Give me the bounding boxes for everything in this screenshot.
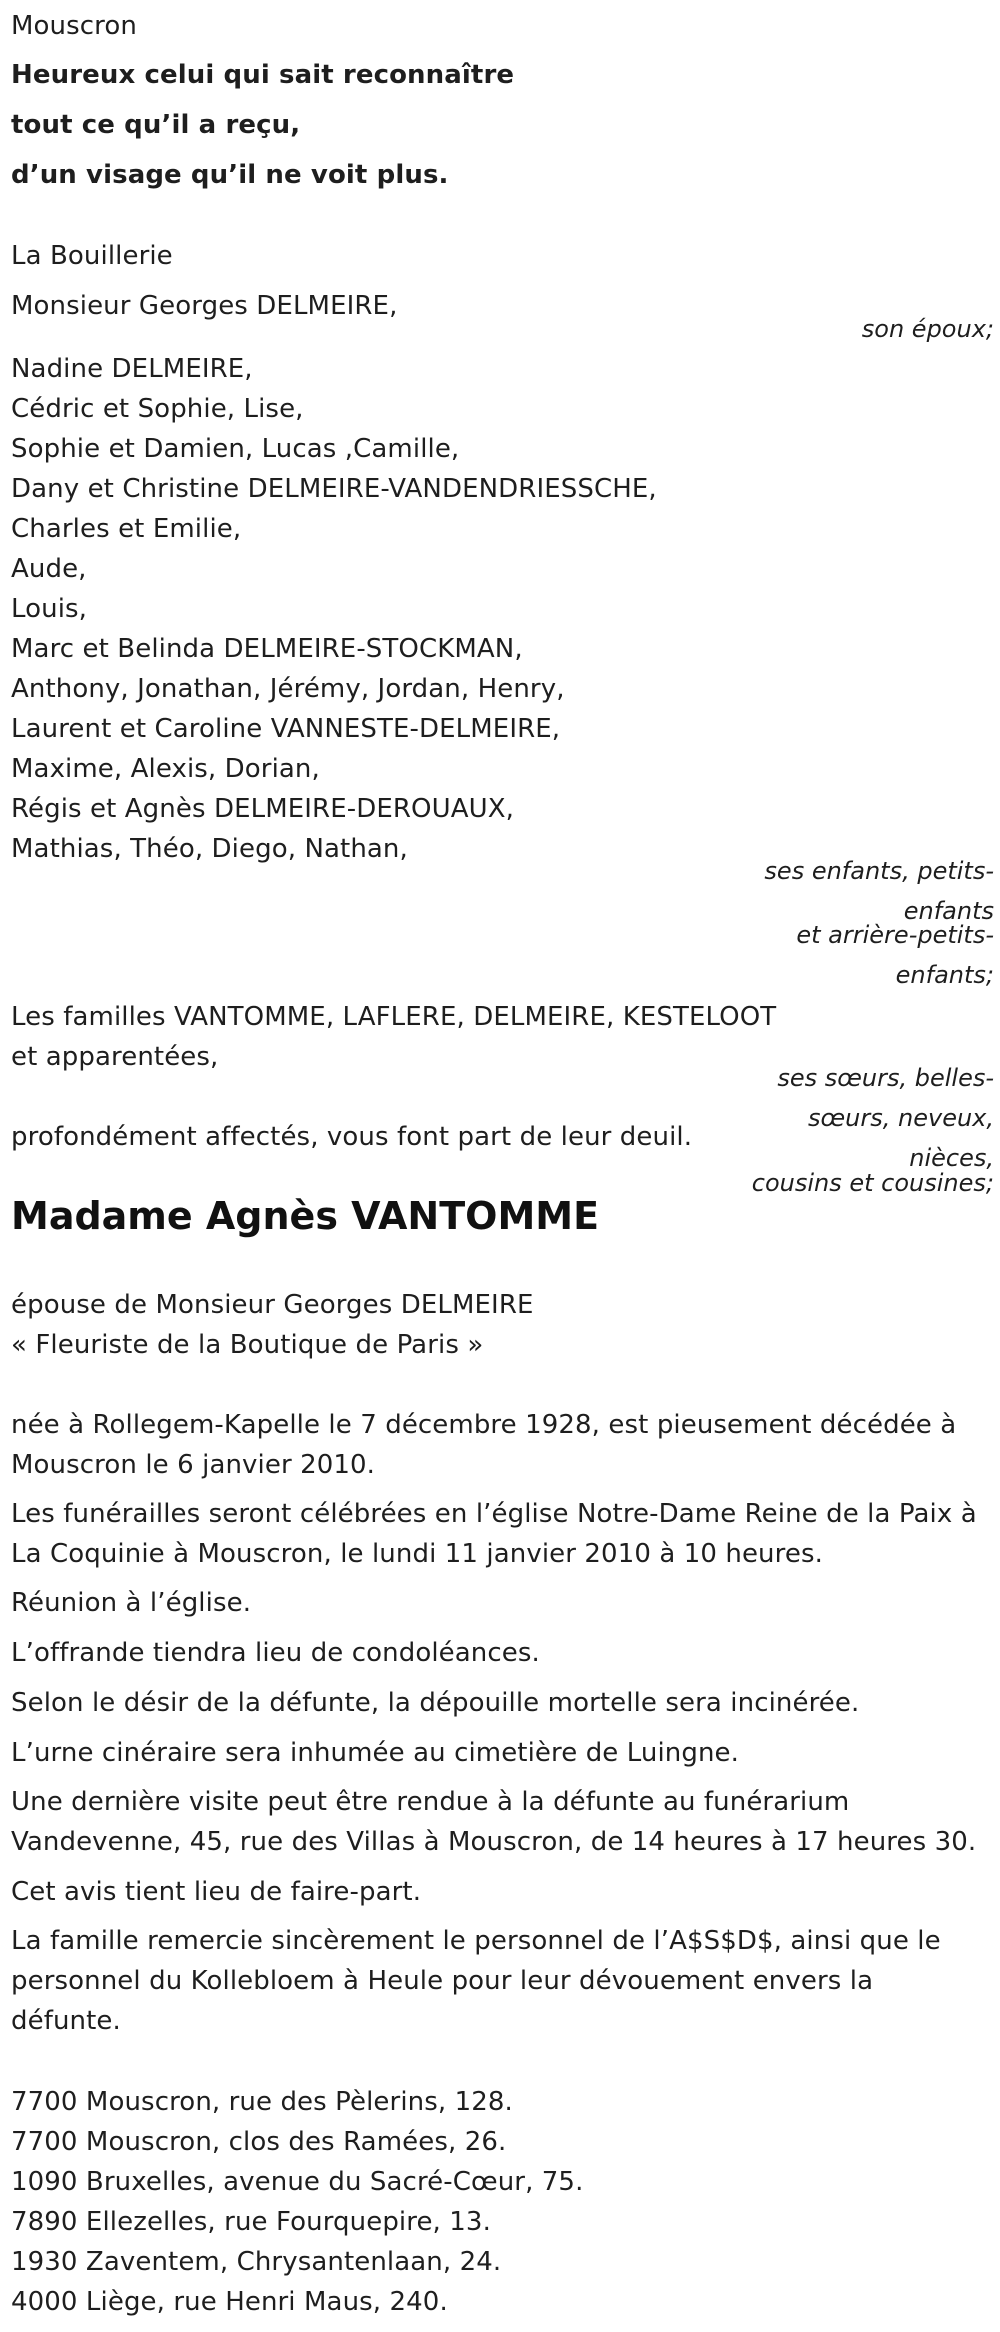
deceased-occupation: « Fleuriste de la Boutique de Paris » bbox=[11, 1330, 484, 1360]
family-member: Laurent et Caroline VANNESTE-DELMEIRE, bbox=[11, 714, 561, 744]
family-member: Dany et Christine DELMEIRE-VANDENDRIESSCHE, bbox=[11, 474, 657, 504]
families-line: et apparentées, bbox=[11, 1042, 219, 1072]
family-member: Louis, bbox=[11, 594, 88, 624]
children-role-line: enfants bbox=[903, 897, 994, 925]
birth-line-1: née à Rollegem-Kapelle le 7 décembre 1928, est pieusement décédée à bbox=[11, 1410, 957, 1440]
children-role-line: ses enfants, petits- bbox=[764, 857, 994, 885]
address-line: 7890 Ellezelles, rue Fourquepire, 13. bbox=[11, 2207, 491, 2237]
families-role-line: cousins et cousines; bbox=[751, 1169, 994, 1197]
poem-line-3: d’un visage qu’il ne voit plus. bbox=[11, 160, 449, 190]
thanks-line-3: défunte. bbox=[11, 2006, 121, 2036]
family-member: Mathias, Théo, Diego, Nathan, bbox=[11, 834, 408, 864]
family-member: Régis et Agnès DELMEIRE-DEROUAUX, bbox=[11, 794, 514, 824]
cremation-line: Selon le désir de la défunte, la dépouille mortelle sera incinérée. bbox=[11, 1688, 860, 1718]
spouse-name: Monsieur Georges DELMEIRE, bbox=[11, 291, 398, 321]
family-member: Anthony, Jonathan, Jérémy, Jordan, Henry, bbox=[11, 674, 565, 704]
address-line: 7700 Mouscron, clos des Ramées, 26. bbox=[11, 2127, 507, 2157]
family-member: Marc et Belinda DELMEIRE-STOCKMAN, bbox=[11, 634, 523, 664]
families-role-line: sœurs, neveux, bbox=[808, 1104, 994, 1132]
thanks-line-1: La famille remercie sincèrement le personnel de l’A$S$D$, ainsi que le bbox=[11, 1926, 941, 1956]
address-line: 7700 Mouscron, rue des Pèlerins, 128. bbox=[11, 2087, 513, 2117]
family-member: Sophie et Damien, Lucas ,Camille, bbox=[11, 434, 460, 464]
thanks-line-2: personnel du Kollebloem à Heule pour leur dévouement envers la bbox=[11, 1966, 874, 1996]
address-line: 1090 Bruxelles, avenue du Sacré-Cœur, 75. bbox=[11, 2167, 584, 2197]
visit-line-2: Vandevenne, 45, rue des Villas à Mouscron, de 14 heures à 17 heures 30. bbox=[11, 1827, 977, 1857]
deceased-name: Madame Agnès VANTOMME bbox=[11, 1194, 600, 1238]
family-member: Cédric et Sophie, Lise, bbox=[11, 394, 304, 424]
notice-line: Cet avis tient lieu de faire-part. bbox=[11, 1877, 422, 1907]
family-member: Maxime, Alexis, Dorian, bbox=[11, 754, 320, 784]
children-role-line: enfants; bbox=[895, 961, 994, 989]
address-line: 4000 Liège, rue Henri Maus, 240. bbox=[11, 2287, 448, 2317]
visit-line-1: Une dernière visite peut être rendue à la défunte au funérarium bbox=[11, 1787, 850, 1817]
urn-line: L’urne cinéraire sera inhumée au cimetière de Luingne. bbox=[11, 1738, 740, 1768]
reunion-line: Réunion à l’église. bbox=[11, 1588, 252, 1618]
families-line: Les familles VANTOMME, LAFLERE, DELMEIRE, KESTELOOT bbox=[11, 1002, 777, 1032]
poem-line-1: Heureux celui qui sait reconnaître bbox=[11, 60, 515, 90]
spouse-role: son époux; bbox=[861, 315, 994, 343]
offering-line: L’offrande tiendra lieu de condoléances. bbox=[11, 1638, 540, 1668]
family-member: Nadine DELMEIRE, bbox=[11, 354, 253, 384]
family-member: Charles et Emilie, bbox=[11, 514, 242, 544]
family-member: Aude, bbox=[11, 554, 87, 584]
deceased-spouse-line: épouse de Monsieur Georges DELMEIRE bbox=[11, 1290, 534, 1320]
families-role-line: nièces, bbox=[909, 1144, 994, 1172]
children-role-line: et arrière-petits- bbox=[796, 921, 994, 949]
funeral-line-1: Les funérailles seront célébrées en l’église Notre-Dame Reine de la Paix à bbox=[11, 1499, 977, 1529]
address-line: 1930 Zaventem, Chrysantenlaan, 24. bbox=[11, 2247, 502, 2277]
poem-line-2: tout ce qu’il a reçu, bbox=[11, 110, 301, 140]
funeral-line-2: La Coquinie à Mouscron, le lundi 11 janvier 2010 à 10 heures. bbox=[11, 1539, 823, 1569]
birth-line-2: Mouscron le 6 janvier 2010. bbox=[11, 1450, 376, 1480]
families-role-line: ses sœurs, belles- bbox=[777, 1064, 994, 1092]
header-city: Mouscron bbox=[11, 11, 137, 41]
header-place: La Bouillerie bbox=[11, 241, 173, 271]
announcement: profondément affectés, vous font part de leur deuil. bbox=[11, 1122, 693, 1152]
